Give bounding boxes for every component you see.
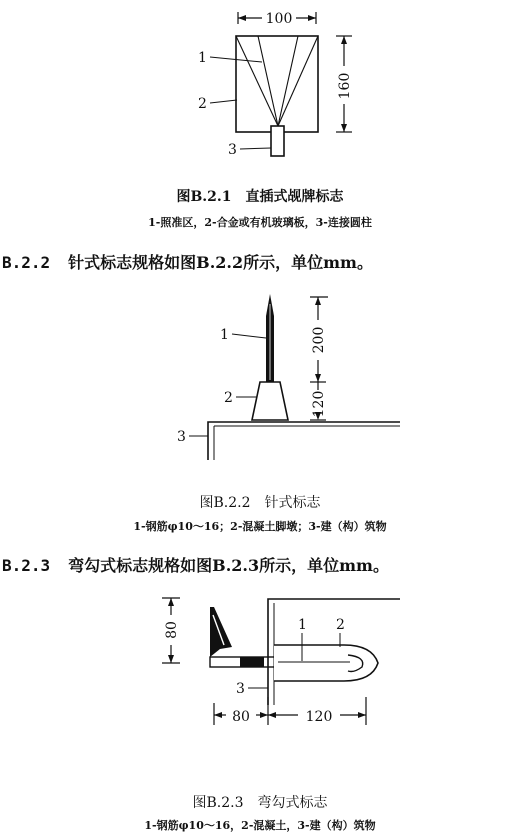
section-b-2-2-number: B.2.2 xyxy=(2,253,51,272)
dim-arrow-mid xyxy=(315,374,321,382)
figure-b-2-2-caption: 图B.2.2 针式标志 xyxy=(199,495,321,511)
concrete-pier xyxy=(252,382,288,420)
building-outline xyxy=(208,422,400,460)
dim-arrow-right xyxy=(308,15,316,21)
figure-b-2-1-diagram xyxy=(0,0,520,180)
dim-lower-label: 120 xyxy=(311,390,327,418)
section-b-2-2 xyxy=(2,250,373,273)
callout-2: 2 xyxy=(224,390,233,406)
section-b-2-3-number: B.2.3 xyxy=(2,556,51,575)
callout-2: 2 xyxy=(336,617,345,633)
dim-arrow-b xyxy=(260,712,268,718)
callout-3: 3 xyxy=(177,429,186,445)
callout-1: 1 xyxy=(298,617,307,633)
dim-arrow-left xyxy=(238,15,246,21)
section-b-2-3-text: 弯勾式标志规格如图B.2.3所示，单位mm。 xyxy=(68,556,389,575)
figure-b-2-2-diagram xyxy=(0,280,520,480)
dim-width-label: 100 xyxy=(265,11,293,27)
callout-1: 1 xyxy=(198,50,207,66)
dim-height-label: 80 xyxy=(164,621,180,639)
figure-b-2-3-diagram xyxy=(0,585,520,785)
callout-3: 3 xyxy=(228,142,237,158)
section-b-2-3 xyxy=(2,553,389,576)
dim-arrow-c xyxy=(268,712,276,718)
figure-b-2-1-legend: 1-照准区，2-合金或有机玻璃板，3-连接圆柱 xyxy=(148,216,372,229)
dim-arrow-down xyxy=(341,124,347,132)
dim-right-label: 120 xyxy=(305,709,333,725)
dim-arrow-d xyxy=(358,712,366,718)
connecting-cylinder xyxy=(271,126,284,156)
leader-1 xyxy=(232,334,266,338)
dim-arrow-down xyxy=(168,655,174,663)
dim-arrow-a xyxy=(214,712,222,718)
dim-arrow-up xyxy=(341,36,347,44)
figure-b-2-2-legend: 1-钢筋φ10～16；2-混凝土脚墩；3-建（构）筑物 xyxy=(133,520,387,533)
dim-arrow-up xyxy=(168,598,174,606)
figure-b-2-3-legend: 1-钢筋φ10～16，2-混凝土，3-建（构）筑物 xyxy=(144,819,376,832)
dim-arrow-top xyxy=(315,297,321,305)
callout-2: 2 xyxy=(198,96,207,112)
hook-flag xyxy=(210,607,232,657)
section-b-2-2-text: 针式标志规格如图B.2.2所示，单位mm。 xyxy=(68,253,373,272)
sighting-zone xyxy=(236,36,318,126)
figure-b-2-3-caption: 图B.2.3 弯勾式标志 xyxy=(192,795,328,811)
dim-left-label: 80 xyxy=(232,709,250,725)
leader-2 xyxy=(210,100,237,103)
callout-3: 3 xyxy=(236,681,245,697)
figure-b-2-1-caption: 图B.2.1 直插式觇牌标志 xyxy=(176,189,344,205)
callout-1: 1 xyxy=(220,327,229,343)
dim-height-label: 160 xyxy=(337,72,353,100)
rebar-black-band xyxy=(240,657,264,667)
leader-3 xyxy=(240,148,271,149)
dim-upper-label: 200 xyxy=(311,326,327,354)
target-plate xyxy=(236,36,318,132)
